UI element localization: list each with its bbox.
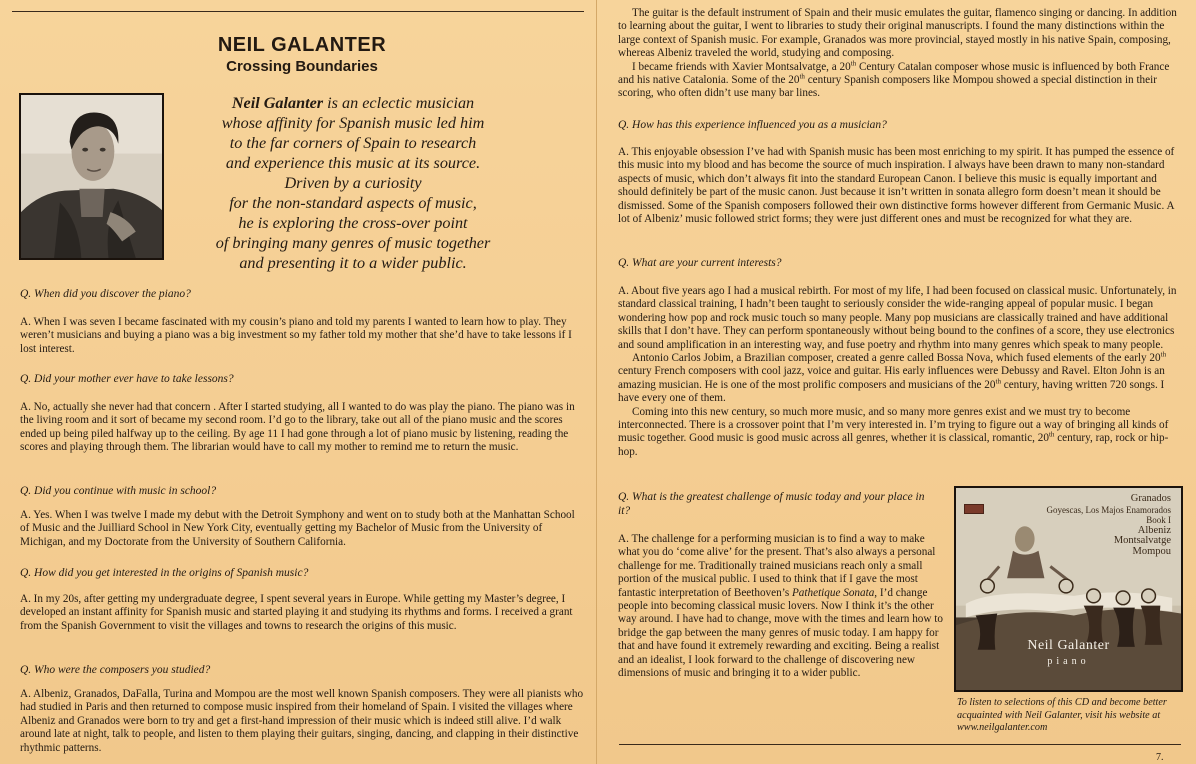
paragraph: The guitar is the default instrument of Spain and their music emulates the guitar, flamenco singing or dancing. In addition to learning about the guitar, I went to libraries to study their original manuscripts. I found the many distinctions within the large context of Spanish music. For example, Granados was more provincial, stayed mostly in his native Spain, composing, whereas Albeniz traveled the world, studying and composing. xyxy=(618,7,1177,60)
question: Q. When did you discover the piano? xyxy=(20,288,191,300)
cd-instrument: piano xyxy=(1047,656,1090,667)
intro-line: to the far corners of Spain to research xyxy=(229,134,477,152)
article-headline xyxy=(212,34,392,75)
cd-cover-image xyxy=(954,486,1183,692)
question: Q. What is the greatest challenge of music today and your place in it? xyxy=(618,491,925,517)
label-logo xyxy=(964,504,984,514)
intro-line: is an eclectic musician xyxy=(323,94,475,112)
answer xyxy=(618,285,1184,459)
answer: A. Yes. When I was twelve I made my debut with the Detroit Symphony and went on to study both at the Manhattan School of Music and the Juilliard School in New York City, eventually getting my Bachelor of Music from the University of Michigan, and my Doctorate from the University of Southern California. xyxy=(20,509,575,548)
question: Q. How has this experience influenced you as a musician? xyxy=(618,119,887,131)
intro-line: and experience this music at its source. xyxy=(225,154,481,172)
paragraph: A. About five years ago I had a musical rebirth. For most of my life, I had been focused on classical music. Unfortunately, in standard classical training, I hadn’t been taught to seriously consider the wide-ranging appeal of popular music. I began wondering how pop and rock music touch so many people. Many pop musicians are classically trained and have additional skills that I don’t have. They can perform spontaneously without being bound to the confines of a score, they use electronics and sound amplification in an interesting way, and fuse poetry and rhythm into many genres which speak to many people. xyxy=(618,285,1177,351)
question: Q. Did your mother ever have to take lessons? xyxy=(20,373,234,385)
question: Q. Who were the composers you studied? xyxy=(20,664,211,676)
answer: A. This enjoyable obsession I’ve had with Spanish music has been most enriching to my spirit. It has pumped the essence of this music into my blood and has become the source of much inspiration. I always have been drawn to many non-standard aspects of music, which don’t always fit into the standard European Canon. I believe this music is equally important and should definitely be part of the music canon. Just because it isn’t written in sonata allegro form doesn’t mean it should be dismissed. Some of the Spanish composers followed their own distinctive forms however different from Germanic Music. A lot of Albeniz’ music followed strict forms; they were just different ones and must be recognized for what they are. xyxy=(618,146,1175,226)
bottom-rule xyxy=(619,744,1181,745)
question: Q. How did you get interested in the origins of Spanish music? xyxy=(20,567,309,579)
left-page xyxy=(0,0,596,764)
article-name: NEIL GALANTER xyxy=(217,34,387,56)
intro-line: of bringing many genres of music together xyxy=(215,234,491,252)
intro-name: Neil Galanter xyxy=(231,94,324,112)
answer: A. Albeniz, Granados, DaFalla, Turina and Mompou are the most well known Spanish composers. They were all pianists who had studied in Paris and then returned to compose music inspired from their homeland of Spain. I visited the villages where Albeniz and Granados were born to try and get a first-hand impression of their music which is indeed still alive. I’d walk around late at night, talk to people, and listen to them playing their guitars, singing, dancing, and clapping in their distinctive rhythmic patterns. xyxy=(20,688,584,754)
article-subtitle: Crossing Boundaries xyxy=(226,58,378,75)
page-number: 7. xyxy=(1156,752,1164,763)
intro-text xyxy=(196,93,510,273)
cd-title: Granados Goyescas, Los Majos Enamorados Book I Albeniz Montsalvatge Mompou xyxy=(1046,493,1171,557)
intro-line: Driven by a curiosity xyxy=(284,174,422,192)
intro-line: he is exploring the cross-over point xyxy=(238,214,468,232)
answer: A. When I was seven I became fascinated with my cousin’s piano and told my parents I wanted to learn how to play. They weren’t musicians and buying a piano was a big investment so my father told my mother that she’d have to take lessons if I lost interest. xyxy=(20,316,572,355)
cd-artist: Neil Galanter xyxy=(1027,638,1110,653)
paragraph: Coming into this new century, so much more music, and so many more genres exist and we must try to become interconnected. There is a crossover point that I’m very interested in. I’m trying to figure out a way of bringing all kinds of music together. Good music is good music across all genres, whether it is classical, romantic, 20th century, rap, rock or hip-hop. xyxy=(618,405,1169,458)
intro-line: for the non-standard aspects of music, xyxy=(229,194,477,212)
answer: A. The challenge for a performing musician is to find a way to make what you do ‘come alive’ for the present. That’s also always a personal challenge for me. Traditionally trained musicians reach only a small portion of the musical public. I used to think that if I gave the most fantastic interpretation of Beethoven’s Pathetique Sonata, I’d change people into becoming classical music lovers. Now I think it’s the other way around. I have had to change, move with the times and learn how to bridge the gap between the many genres of music today. I am happy for that and have found it extremely rewarding and exciting. Being a realist and an idealist, I look forward to the challenge of discovering new dimensions of music and bringing it to a wider public. xyxy=(618,533,943,680)
paragraph: I became friends with Xavier Montsalvatge, a 20th Century Catalan composer whose music is influenced by both France and his native Catalonia. Some of the 20th century Spanish composers like Mompou showed a special distinction in their scoring, who often didn’t use many bar lines. xyxy=(618,58,1170,100)
answer: A. In my 20s, after getting my undergraduate degree, I spent several years in Europe. While getting my Master’s degree, I developed an instant affinity for Spanish music and started playing it and studying its rhythms and forms. I received a grant from the Spanish Government to visit the villages and towns to research the origins of this music. xyxy=(20,593,573,632)
question: Q. Did you continue with music in school? xyxy=(20,485,217,497)
portrait-photo xyxy=(19,93,164,260)
intro-line: and presenting it to a wider public. xyxy=(239,254,467,272)
article-paragraph xyxy=(618,7,1184,101)
paragraph: Antonio Carlos Jobim, a Brazilian composer, created a genre called Bossa Nova, which fused elements of the early 20th century French composers with cool jazz, voice and guitar. His early influences were Debussy and Ravel. Elton John is an amazing musician. He is one of the most prolific composers and musicians of the 20th century, having written 720 songs. I have every one of them. xyxy=(618,350,1167,405)
answer: A. No, actually she never had that concern . After I started studying, all I wanted to do was play the piano. The piano was in the living room and it sort of became my second room. I’d go to the library, take out all of the piano music and the scores ended up being piled halfway up to the ceiling. By age 11 I had gone through a lot of piano music by listening, reading the scores and playing through them. The librarian would have to call my mother to remind me to return the music. xyxy=(20,401,575,454)
top-rule xyxy=(12,11,584,12)
cd-caption: To listen to selections of this CD and become better acquainted with Neil Galanter, visit his website at www.neilgalanter.com xyxy=(957,697,1167,734)
question: Q. What are your current interests? xyxy=(618,257,782,269)
intro-line: whose affinity for Spanish music led him xyxy=(221,114,485,132)
